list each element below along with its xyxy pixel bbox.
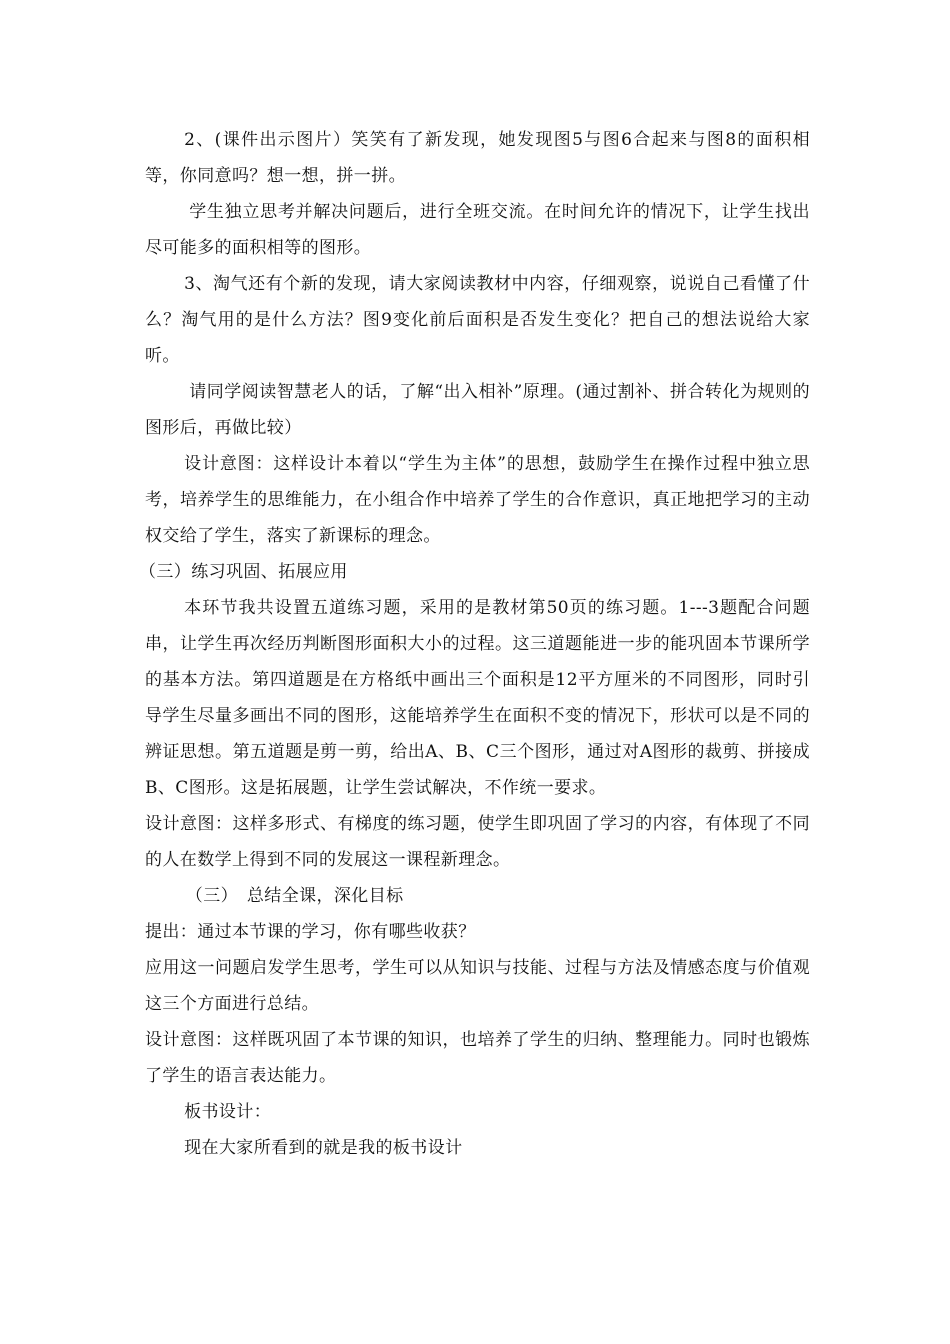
section-heading-practice: （三）练习巩固、拓展应用 [139,562,348,582]
paragraph-independent-thinking: 学生独立思考并解决问题后，进行全班交流。在时间允许的情况下，让学生找出尽可能多的面积相等的图形。 [145,202,810,258]
paragraph-blackboard-label: 板书设计： [184,1102,272,1122]
body-text-section-2 [139,554,810,1166]
paragraph-blackboard-intro: 现在大家所看到的就是我的板书设计 [184,1138,463,1158]
paragraph-exercises: 本环节我共设置五道练习题，采用的是教材第50页的练习题。1---3题配合问题串，让学生再次经历判断图形面积大小的过程。这三道题能进一步的能巩固本节课所学的基本方法。第四道题是在方格纸中画出三个面积是12平方厘米的不同图形，同时引导学生尽量多画出不同的图形，这能培养学生在面积不变的情况下，形状可以是不同的辨证思想。第五道题是剪一剪，给出A、B、C三个图形，通过对A图形的裁剪、拼接成B、C图形。这是拓展题，让学生尝试解决，不作统一要求。 [145,598,810,798]
paragraph-reflection: 应用这一问题启发学生思考，学生可以从知识与技能、过程与方法及情感态度与价值观这三个方面进行总结。 [145,958,810,1014]
paragraph-question: 提出：通过本节课的学习，你有哪些收获？ [145,922,476,942]
paragraph-taoqi-discovery: 3、淘气还有个新的发现，请大家阅读教材中内容，仔细观察，说说自己看懂了什么？淘气用的是什么方法？图9变化前后面积是否发生变化？把自己的想法说给大家听。 [145,274,810,366]
paragraph-courseware-finding: 2、(课件出示图片）笑笑有了新发现，她发现图5与图6合起来与图8的面积相等，你同意吗？想一想，拼一拼。 [145,130,810,186]
section-heading-summary: （三） 总结全课，深化目标 [185,886,404,906]
paragraph-wise-elder: 请同学阅读智慧老人的话，了解“出入相补”原理。(通过割补、拼合转化为规则的图形后，再做比较） [145,382,810,438]
paragraph-design-intent-1: 设计意图：这样设计本着以“学生为主体”的思想，鼓励学生在操作过程中独立思考，培养学生的思维能力，在小组合作中培养了学生的合作意识，真正地把学习的主动权交给了学生，落实了新课标的理念。 [145,454,810,546]
body-text-section-1 [145,122,810,554]
paragraph-design-intent-2: 设计意图：这样多形式、有梯度的练习题，使学生即巩固了学习的内容，有体现了不同的人在数学上得到不同的发展这一课程新理念。 [145,814,810,870]
paragraph-design-intent-3: 设计意图：这样既巩固了本节课的知识，也培养了学生的归纳、整理能力。同时也锻炼了学生的语言表达能力。 [145,1030,810,1086]
